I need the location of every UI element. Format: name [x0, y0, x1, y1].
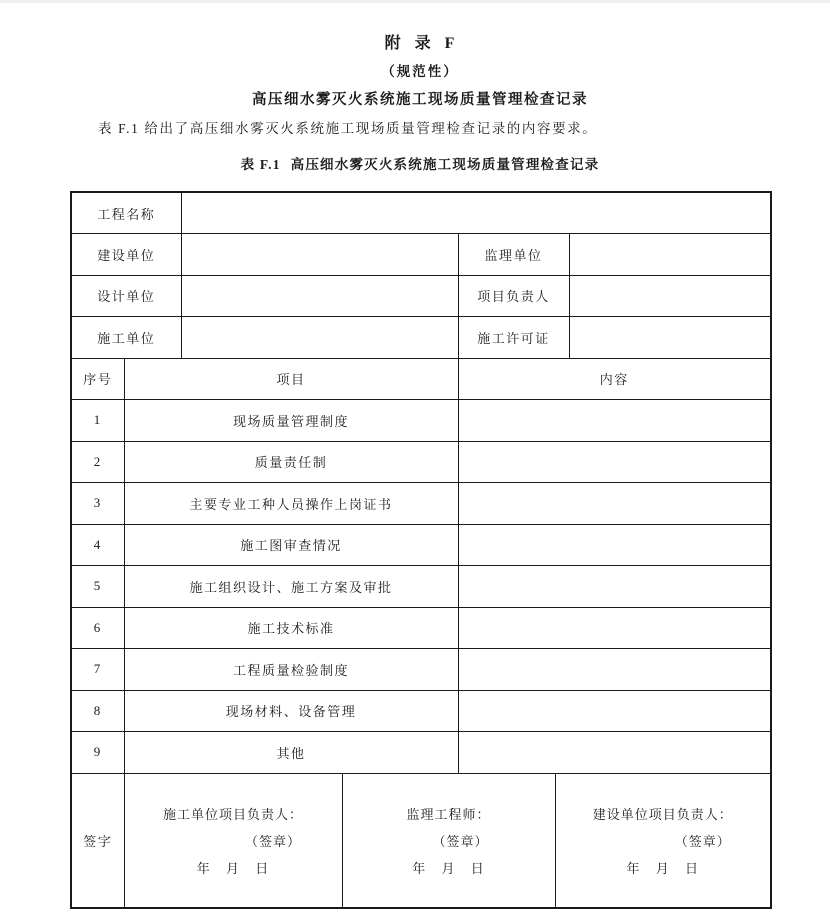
quality-check-table — [70, 191, 772, 909]
design-unit-value-cell — [181, 275, 458, 317]
signature-row — [71, 773, 771, 908]
signature-date-label: 年 月 日 — [196, 860, 270, 876]
title-block — [70, 30, 770, 109]
item-name-cell: 现场质量管理制度 — [124, 400, 458, 442]
scan-edge-artifact — [0, 0, 830, 3]
signature-date-label: 年 月 日 — [626, 860, 700, 876]
item-name-cell: 其他 — [124, 732, 458, 774]
item-no-cell: 1 — [71, 400, 124, 442]
signature-cell-constructor — [124, 773, 342, 908]
supervision-unit-value-cell — [569, 234, 771, 276]
table-row — [71, 483, 771, 525]
item-no-cell: 5 — [71, 566, 124, 608]
item-content-cell — [458, 732, 771, 774]
signature-block — [163, 804, 303, 877]
item-name-cell: 施工技术标准 — [124, 607, 458, 649]
project-name-value-cell — [181, 192, 771, 234]
item-content-cell — [458, 524, 771, 566]
table-row — [71, 566, 771, 608]
header-item-cell: 项目 — [124, 358, 458, 400]
item-content-cell — [458, 690, 771, 732]
signature-party-label: 施工单位项目负责人： — [163, 806, 304, 822]
signature-block — [593, 804, 733, 877]
signature-cell-supervisor — [342, 773, 555, 908]
item-no-cell: 8 — [71, 690, 124, 732]
item-name-cell: 工程质量检验制度 — [124, 649, 458, 691]
item-no-cell: 2 — [71, 441, 124, 483]
project-leader-label-cell: 项目负责人 — [458, 275, 569, 317]
construction-owner-label-cell: 建设单位 — [71, 234, 181, 276]
table-row — [71, 234, 771, 276]
appendix-subtitle: （规范性） — [381, 64, 459, 79]
item-no-cell: 7 — [71, 649, 124, 691]
table-caption-prefix: 表 F.1 — [240, 157, 281, 172]
item-name-cell: 现场材料、设备管理 — [124, 690, 458, 732]
item-content-cell — [458, 400, 771, 442]
table-row — [71, 690, 771, 732]
construction-unit-value-cell — [181, 317, 458, 359]
table-row — [71, 732, 771, 774]
project-leader-value-cell — [569, 275, 771, 317]
construction-owner-value-cell — [181, 234, 458, 276]
table-header-row — [71, 358, 771, 400]
signature-seal-label: （签章） — [432, 833, 489, 849]
table-caption-title: 高压细水雾灭火系统施工现场质量管理检查记录 — [290, 157, 600, 172]
supervision-unit-label-cell: 监理单位 — [458, 234, 569, 276]
signature-party-label: 建设单位项目负责人： — [592, 806, 733, 822]
header-no-cell: 序号 — [71, 358, 124, 400]
design-unit-label-cell: 设计单位 — [71, 275, 181, 317]
item-name-cell: 主要专业工种人员操作上岗证书 — [124, 483, 458, 525]
table-row — [71, 524, 771, 566]
construction-permit-value-cell — [569, 317, 771, 359]
appendix-title: 附 录 F — [384, 35, 456, 52]
item-content-cell — [458, 441, 771, 483]
signature-party-label: 监理工程师： — [406, 806, 491, 822]
header-content-cell: 内容 — [458, 358, 771, 400]
table-row — [71, 400, 771, 442]
item-name-cell: 质量责任制 — [124, 441, 458, 483]
item-name-cell: 施工图审查情况 — [124, 524, 458, 566]
signature-block — [407, 804, 491, 877]
table-row — [71, 317, 771, 359]
signature-cell-owner — [555, 773, 771, 908]
table-row — [71, 649, 771, 691]
item-content-cell — [458, 607, 771, 649]
item-name-cell: 施工组织设计、施工方案及审批 — [124, 566, 458, 608]
appendix-heading: 高压细水雾灭火系统施工现场质量管理检查记录 — [252, 92, 588, 108]
signature-date-label: 年 月 日 — [412, 860, 485, 876]
item-content-cell — [458, 566, 771, 608]
construction-unit-label-cell: 施工单位 — [71, 317, 181, 359]
table-caption — [70, 153, 770, 173]
signature-label-cell: 签字 — [71, 773, 124, 908]
table-row — [71, 275, 771, 317]
item-content-cell — [458, 649, 771, 691]
item-no-cell: 4 — [71, 524, 124, 566]
signature-seal-label: （签章） — [674, 833, 731, 849]
table-row — [71, 607, 771, 649]
item-no-cell: 3 — [71, 483, 124, 525]
project-name-label-cell: 工程名称 — [71, 192, 181, 234]
signature-seal-label: （签章） — [245, 833, 302, 849]
item-content-cell — [458, 483, 771, 525]
construction-permit-label-cell: 施工许可证 — [458, 317, 569, 359]
intro-paragraph: 表 F.1 给出了高压细水雾灭火系统施工现场质量管理检查记录的内容要求。 — [98, 121, 598, 136]
table-row — [71, 441, 771, 483]
table-row — [71, 192, 771, 234]
item-no-cell: 6 — [71, 607, 124, 649]
item-no-cell: 9 — [71, 732, 124, 774]
